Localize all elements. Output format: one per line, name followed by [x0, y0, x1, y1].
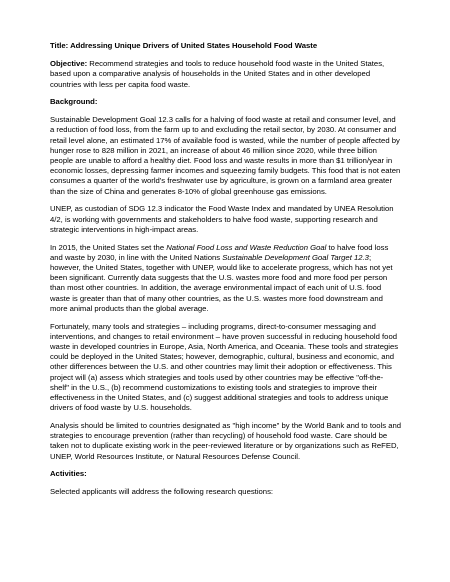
goal-title-emphasis: National Food Loss and Waste Reduction Goal: [166, 242, 327, 252]
paragraph-3-text-a: In 2015, the United States set the: [50, 242, 167, 252]
objective-text: Recommend strategies and tools to reduce household food waste in the United States, based upon a comparative analysis of households in the United States and in other developed countries with less per capita food waste.: [50, 59, 385, 89]
sdg-target-emphasis: Sustainable Development Goal Target 12.3: [222, 252, 369, 262]
title-text: Addressing Unique Drivers of United States Household Food Waste: [68, 41, 318, 50]
title-label: Title:: [50, 41, 69, 50]
background-heading: Background:: [50, 97, 98, 107]
paragraph-3-text-c: ; however, the United States, together with UNEP, would like to accelerate progress, which has not yet been significant. Currently data suggests that the U.S. wastes more food and more food per person than most other countries. In addition, the average environmental impact of each unit of U.S. food waste is greater than that of many other countries, as the U.S. wastes more food downstream and more animal products than the global average.: [50, 252, 393, 313]
background-paragraph-2: UNEP, as custodian of SDG 12.3 indicator the Food Waste Index and mandated by UNEA Resolution 4/2, is working with governments and stakeholders to halve food waste, supporting research and strategic interventions in high-impact areas.: [50, 204, 394, 234]
document-title: [50, 41, 402, 51]
background-paragraph-3: [50, 243, 402, 314]
objective-paragraph: [50, 59, 402, 90]
background-paragraph-1: Sustainable Development Goal 12.3 calls for a halving of food waste at retail and consumer level, and a reduction of food loss, from the farm up to and excluding the retail sector, by 2030. At consumer and retail level alone, an estimated 17% of available food is wasted, while the number of people affected by hunger rose to 828 million in 2021, an increase of about 46 million since 2020, while three billion people are unable to afford a healthy diet. Food loss and waste results in more than $1 trillion/year in economic losses, depressing farmer incomes and squeezing family budgets. This food that is not eaten consumes a quarter of the world's freshwater use by agriculture, is grown on a farmland area greater than the size of China and generates 8-10% of global greenhouse gas emissions.: [50, 115, 401, 196]
objective-label: Objective:: [50, 59, 88, 69]
activities-heading: Activities:: [50, 469, 87, 479]
paragraph-3-text-b: to halve food loss and waste by 2030, in line with the United Nations: [50, 242, 389, 262]
activities-paragraph-1: Selected applicants will address the following research questions:: [50, 487, 274, 497]
background-paragraph-5: Analysis should be limited to countries designated as "high income" by the World Bank and to tools and strategies to encourage prevention (rather than recycling) of household food waste. Care should be taken not to duplicate existing work in the peer-reviewed literature or by organizations such as ReFED, UNEP, World Resources Institute, or Natural Resources Defense Council.: [50, 421, 402, 461]
background-paragraph-4: Fortunately, many tools and strategies – including programs, direct-to-consumer messaging and interventions, and changes to retail environment – have proven successful in reducing household food waste in developed countries in Europe, Asia, North America, and Oceania. These tools and strategies could be deployed in the United States; however, demographic, cultural, business and economic, and other differences between the U.S. and other countries may limit their adoption or effectiveness. This project will (a) assess which strategies and tools used by other countries may be effective "off-the-shelf" in the U.S., (b) recommend customizations to existing tools and strategies to improve their effectiveness in the United States, and (c) suggest additional strategies and tools to address unique drivers of food waste by U.S. households.: [50, 321, 399, 413]
